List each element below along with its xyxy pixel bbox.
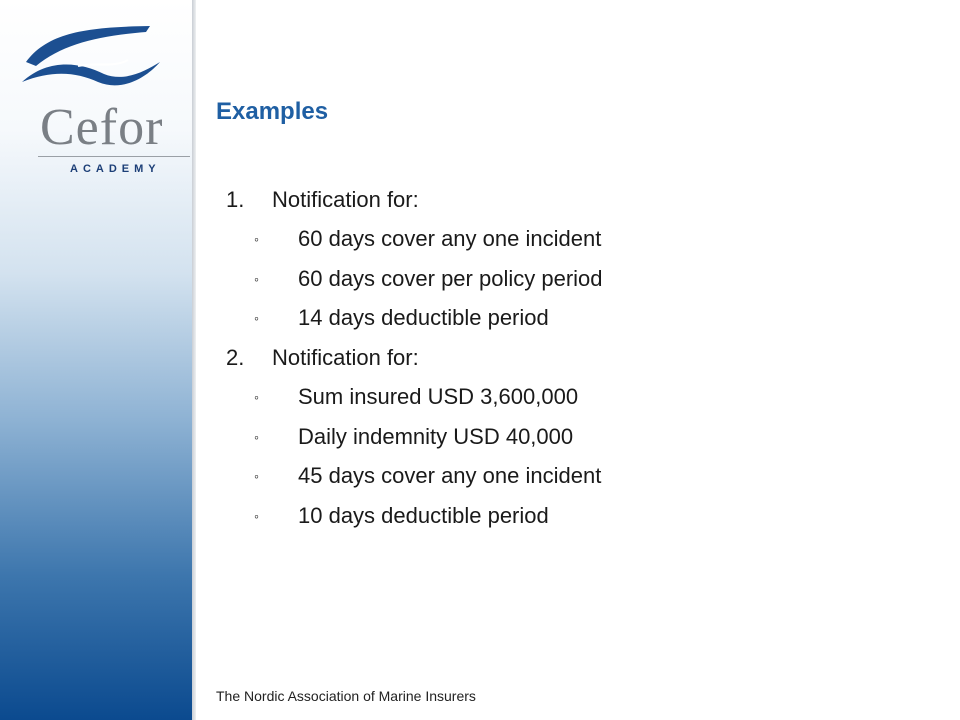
- slide-title: Examples: [216, 98, 329, 125]
- bullet-icon: ◦: [254, 231, 259, 248]
- item-number: 1.: [226, 186, 245, 212]
- item-number: 2.: [226, 344, 245, 370]
- bullet-icon: ◦: [254, 507, 259, 524]
- sub-bullet-item: [226, 417, 926, 457]
- bullet-icon: ◦: [254, 428, 259, 445]
- sub-bullet-item: [226, 299, 926, 339]
- sub-bullet-item: [226, 378, 926, 418]
- item-text: Notification for:: [272, 344, 419, 370]
- item-text: 14 days deductible period: [298, 305, 549, 331]
- sub-bullet-item: [226, 496, 926, 536]
- bullet-icon: ◦: [254, 270, 259, 287]
- bullet-icon: ◦: [254, 389, 259, 406]
- item-text: 60 days cover any one incident: [298, 226, 602, 252]
- footer-text: The Nordic Association of Marine Insurers: [216, 688, 476, 704]
- item-text: Daily indemnity USD 40,000: [298, 423, 574, 449]
- wave-icon: [18, 22, 178, 102]
- sub-bullet-item: [226, 220, 926, 260]
- bullet-icon: ◦: [254, 310, 259, 327]
- sidebar-divider: [192, 0, 196, 720]
- item-text: Sum insured USD 3,600,000: [298, 384, 579, 410]
- logo-wordmark: Cefor: [40, 99, 164, 156]
- logo-subtitle: ACADEMY: [70, 163, 161, 175]
- sub-bullet-item: [226, 259, 926, 299]
- bullet-icon: ◦: [254, 468, 259, 485]
- examples-list: [226, 180, 926, 536]
- item-text: 10 days deductible period: [298, 502, 549, 528]
- item-text: 45 days cover any one incident: [298, 463, 602, 489]
- numbered-item: [226, 180, 926, 220]
- item-text: 60 days cover per policy period: [298, 265, 603, 291]
- sub-bullet-item: [226, 457, 926, 497]
- numbered-item: [226, 338, 926, 378]
- item-text: Notification for:: [272, 186, 419, 212]
- cefor-logo: [18, 22, 178, 175]
- logo-rule: [38, 156, 190, 157]
